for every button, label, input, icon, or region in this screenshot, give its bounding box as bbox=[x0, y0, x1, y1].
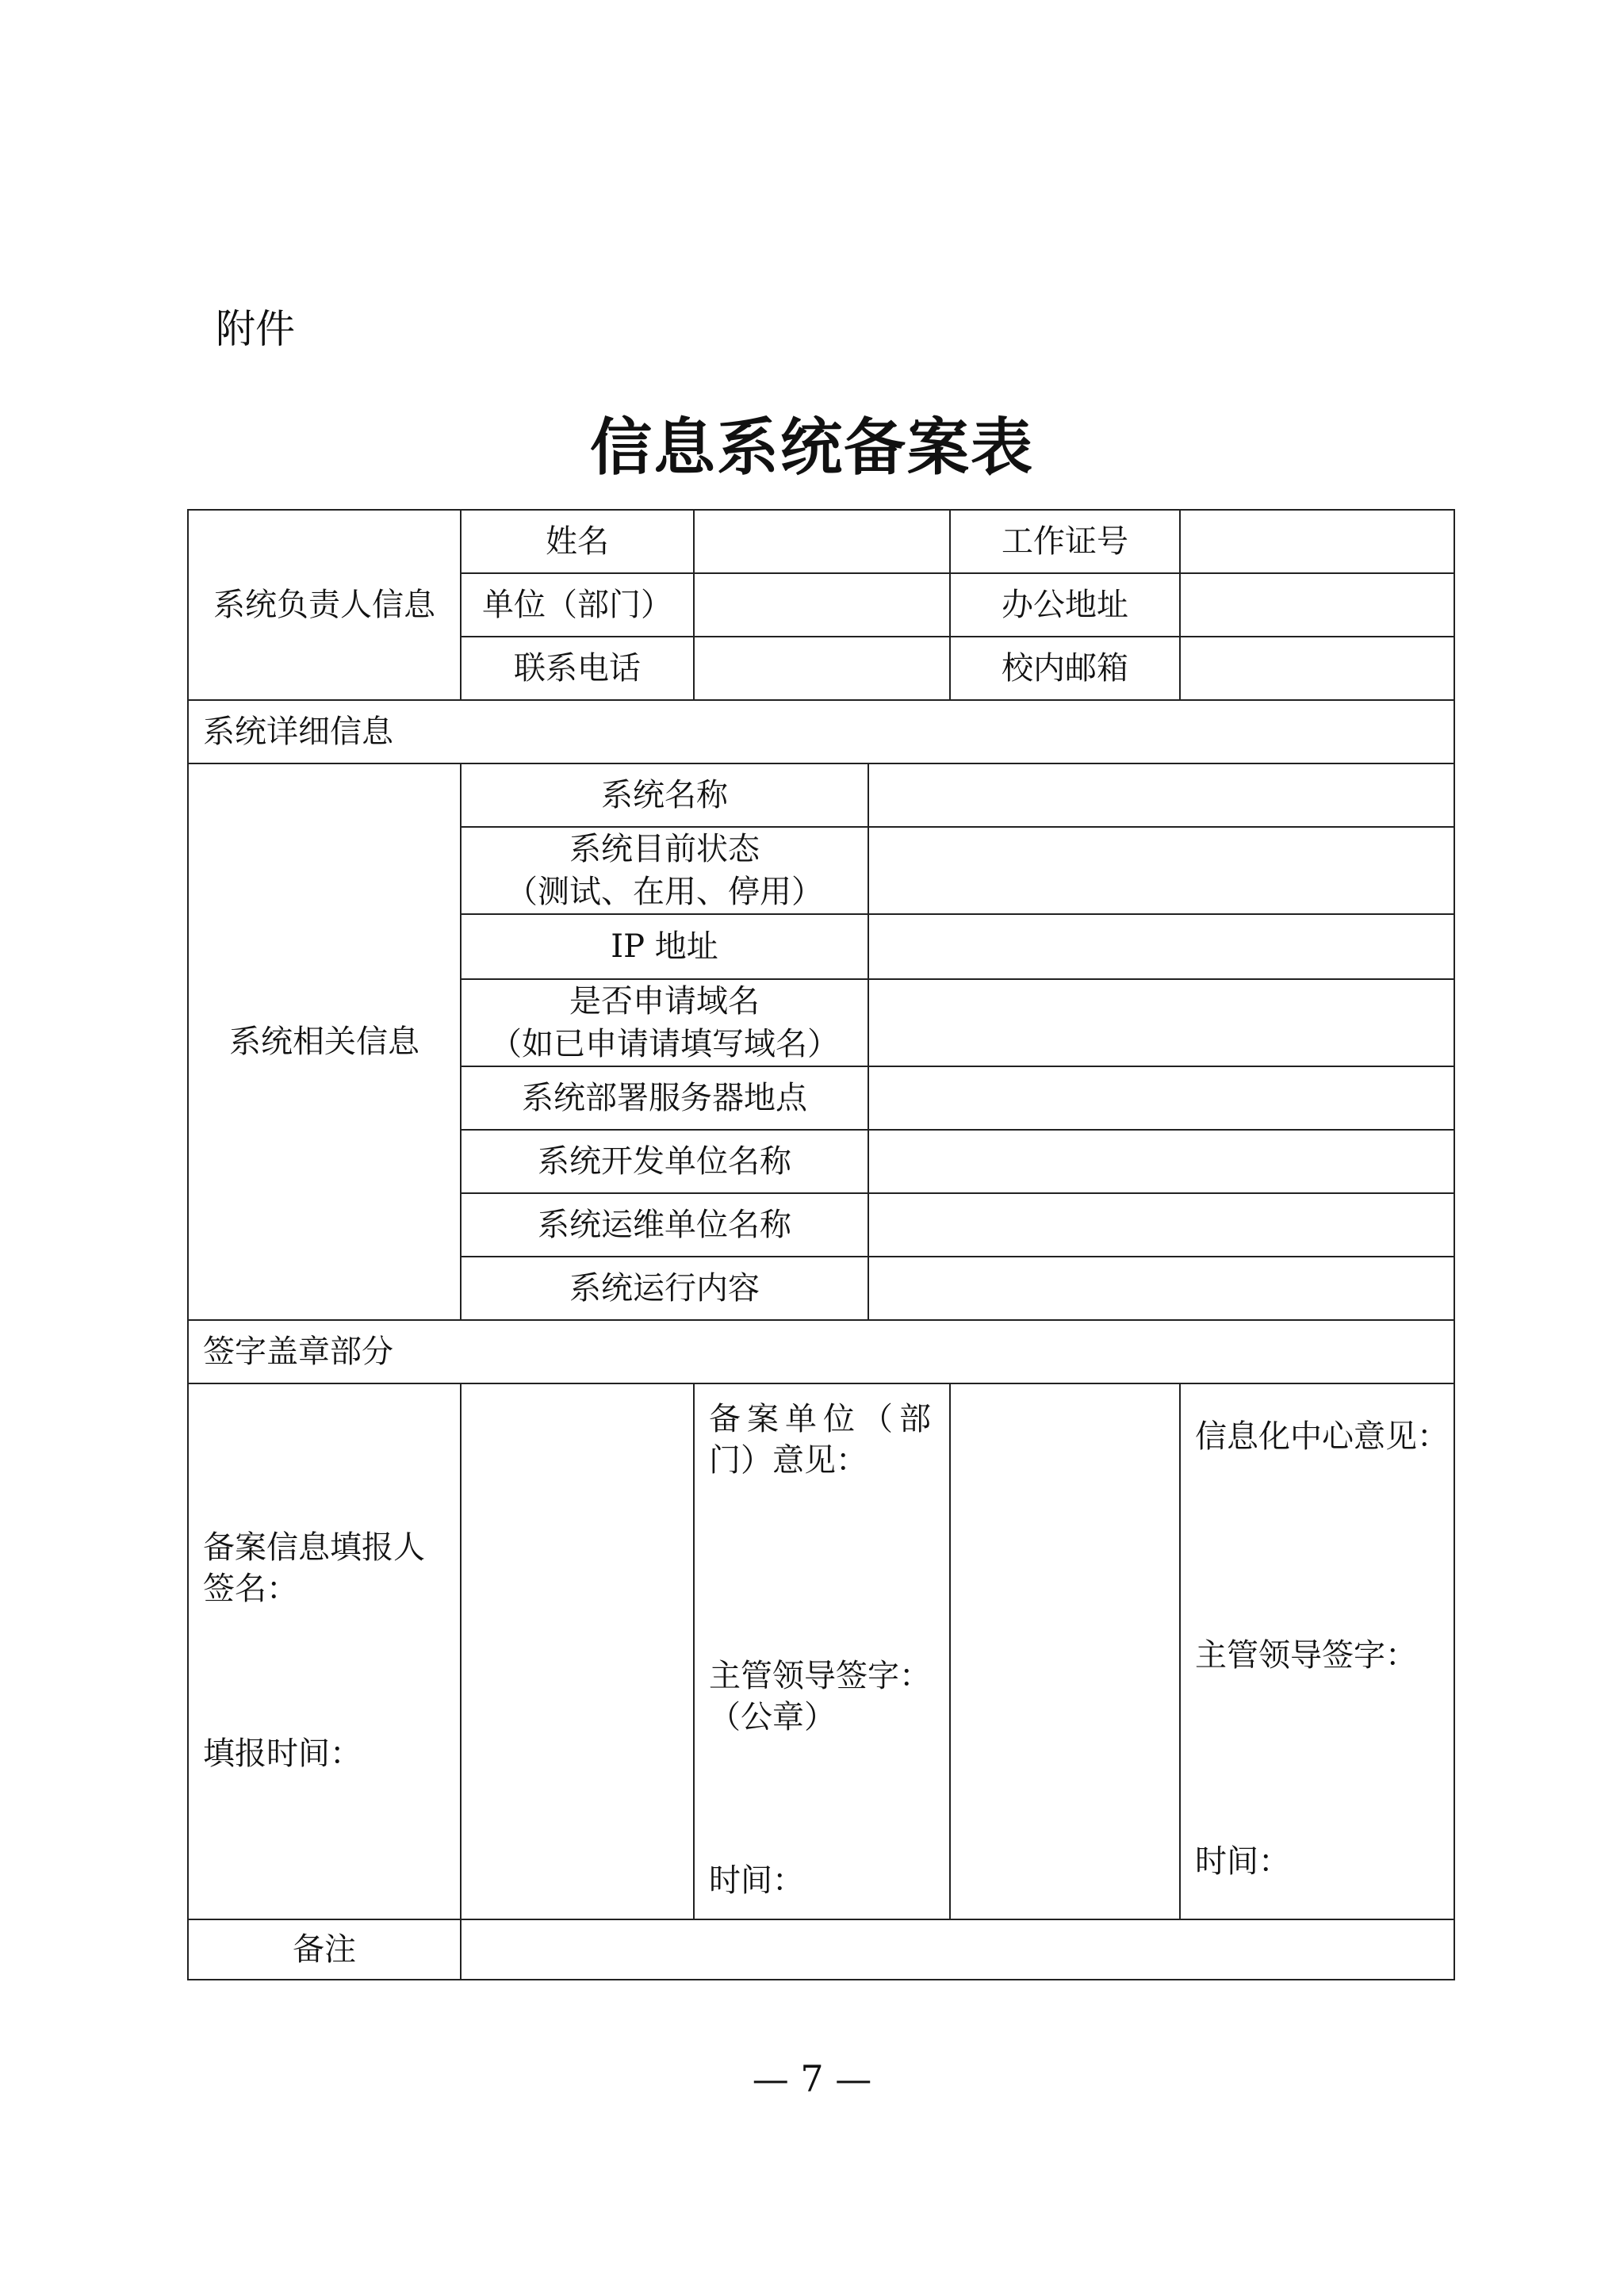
filler-label-line1: 备案信息填报人 bbox=[203, 1529, 425, 1566]
work-id-label: 工作证号 bbox=[950, 510, 1180, 573]
domain-label bbox=[461, 979, 868, 1066]
attachment-label: 附件 bbox=[216, 306, 295, 352]
unit-opinion-line1: 备案单位（部 bbox=[709, 1401, 937, 1437]
system-status-line1: 系统目前状态 bbox=[569, 831, 760, 867]
campus-email-field[interactable] bbox=[1180, 637, 1454, 700]
system-status-line2: （测试、在用、停用） bbox=[506, 874, 823, 910]
unit-label: 单位（部门） bbox=[461, 573, 694, 637]
signature-section-header: 签字盖章部分 bbox=[188, 1320, 1454, 1383]
official-seal-label: （公章） bbox=[709, 1699, 836, 1735]
unit-time-label: 时间： bbox=[709, 1862, 804, 1899]
campus-email-label: 校内邮箱 bbox=[950, 637, 1180, 700]
developer-label: 系统开发单位名称 bbox=[461, 1130, 868, 1193]
center-opinion-cell[interactable] bbox=[1180, 1383, 1454, 1919]
remarks-field[interactable] bbox=[461, 1919, 1454, 1980]
maintainer-field[interactable] bbox=[868, 1193, 1454, 1257]
name-field[interactable] bbox=[694, 510, 950, 573]
system-status-label bbox=[461, 827, 868, 914]
office-address-label: 办公地址 bbox=[950, 573, 1180, 637]
system-name-field[interactable] bbox=[868, 763, 1454, 827]
center-opinion-label: 信息化中心意见： bbox=[1195, 1418, 1449, 1455]
system-status-field[interactable] bbox=[868, 827, 1454, 914]
filler-signature-field[interactable] bbox=[461, 1383, 694, 1919]
name-label: 姓名 bbox=[461, 510, 694, 573]
filler-time-label: 填报时间： bbox=[203, 1735, 362, 1772]
details-section-header: 系统详细信息 bbox=[188, 700, 1454, 763]
registration-form-table bbox=[187, 509, 1455, 1980]
leader-sign-label: 主管领导签字： bbox=[709, 1658, 931, 1694]
ip-address-field[interactable] bbox=[868, 914, 1454, 979]
related-info-label: 系统相关信息 bbox=[188, 763, 461, 1320]
office-address-field[interactable] bbox=[1180, 573, 1454, 637]
system-name-label: 系统名称 bbox=[461, 763, 868, 827]
phone-field[interactable] bbox=[694, 637, 950, 700]
form-title: 信息系统备案表 bbox=[589, 411, 1034, 484]
server-location-field[interactable] bbox=[868, 1066, 1454, 1130]
content-label: 系统运行内容 bbox=[461, 1257, 868, 1320]
maintainer-label: 系统运维单位名称 bbox=[461, 1193, 868, 1257]
ip-address-label: IP 地址 bbox=[461, 914, 868, 979]
domain-line2: （如已申请请填写域名） bbox=[490, 1026, 839, 1062]
content-field[interactable] bbox=[868, 1257, 1454, 1320]
unit-opinion-line2: 门）意见： bbox=[709, 1442, 868, 1479]
domain-line1: 是否申请域名 bbox=[569, 983, 760, 1020]
center-leader-sign-label: 主管领导签字： bbox=[1195, 1637, 1417, 1674]
unit-opinion-field[interactable] bbox=[950, 1383, 1180, 1919]
unit-field[interactable] bbox=[694, 573, 950, 637]
phone-label: 联系电话 bbox=[461, 637, 694, 700]
filler-label-line2: 签名： bbox=[203, 1571, 298, 1607]
server-location-label: 系统部署服务器地点 bbox=[461, 1066, 868, 1130]
center-time-label: 时间： bbox=[1195, 1843, 1290, 1880]
unit-opinion-cell bbox=[694, 1383, 950, 1919]
developer-field[interactable] bbox=[868, 1130, 1454, 1193]
owner-info-label: 系统负责人信息 bbox=[188, 510, 461, 700]
domain-field[interactable] bbox=[868, 979, 1454, 1066]
work-id-field[interactable] bbox=[1180, 510, 1454, 573]
remarks-label: 备注 bbox=[188, 1919, 461, 1980]
page-number: — 7 — bbox=[752, 2057, 872, 2100]
filler-label-cell bbox=[188, 1383, 461, 1919]
